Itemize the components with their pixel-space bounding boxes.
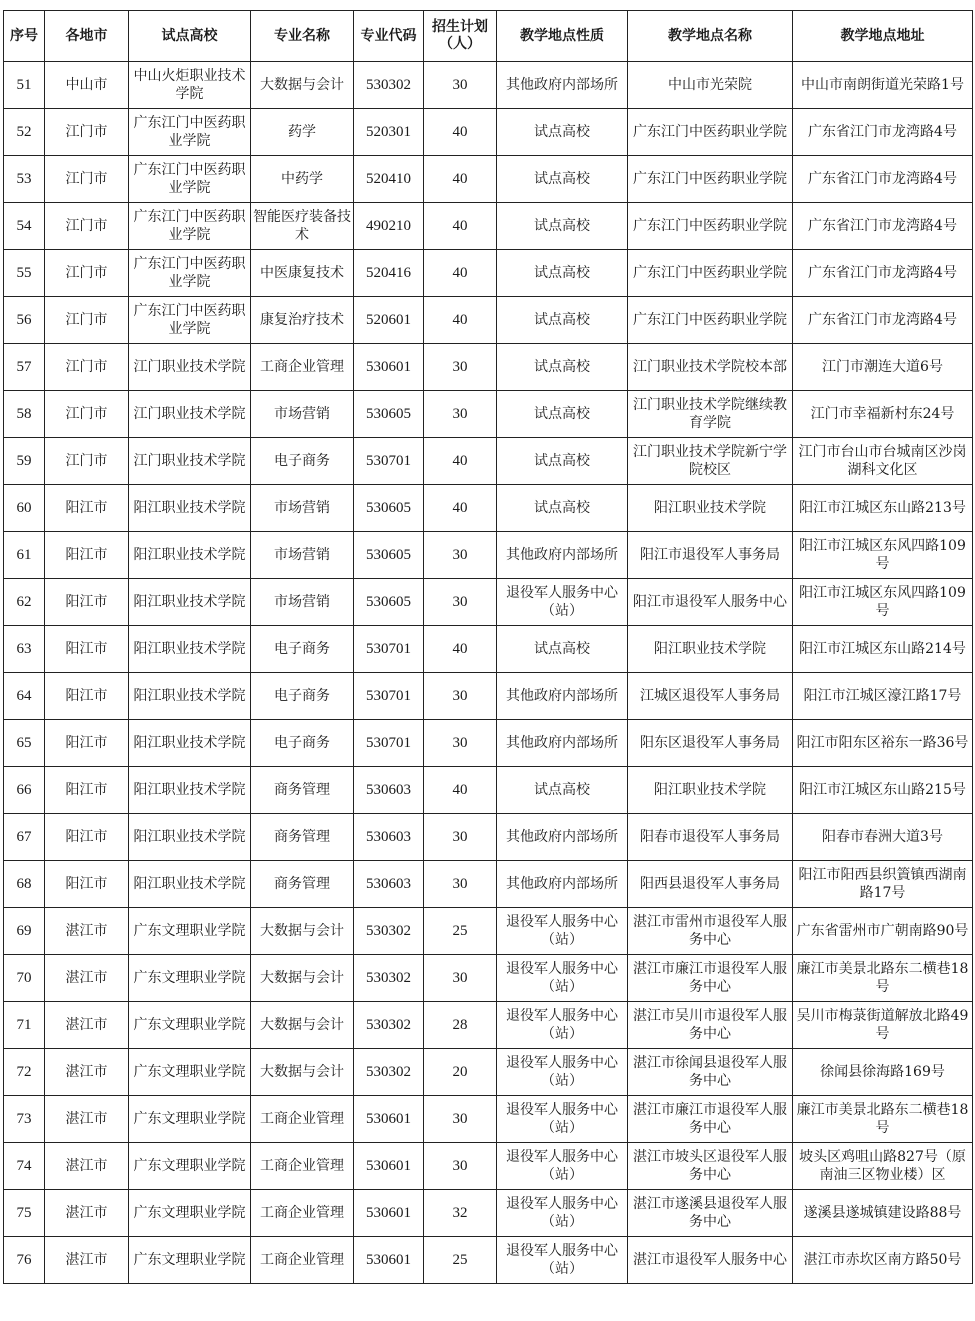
major-cell: 工商企业管理	[251, 1096, 354, 1143]
site-address-cell: 湛江市赤坎区南方路50号	[793, 1237, 973, 1284]
school-cell: 阳江职业技术学院	[129, 767, 251, 814]
table-row	[4, 767, 973, 814]
major-cell: 中药学	[251, 156, 354, 203]
site-type-cell: 试点高校	[497, 391, 628, 438]
site-address-cell: 阳江市阳西县织篢镇西湖南路17号	[793, 861, 973, 908]
site-name-cell: 湛江市吴川市退役军人服务中心	[628, 1002, 793, 1049]
school-cell: 中山火炬职业技术学院	[129, 62, 251, 109]
site-name-cell: 阳江市退役军人事务局	[628, 532, 793, 579]
site-name-cell: 阳江职业技术学院	[628, 626, 793, 673]
site-type-cell: 退役军人服务中心（站）	[497, 1143, 628, 1190]
site-name-cell: 湛江市遂溪县退役军人服务中心	[628, 1190, 793, 1237]
site-name-cell: 湛江市徐闻县退役军人服务中心	[628, 1049, 793, 1096]
seq-cell: 65	[4, 720, 45, 767]
city-cell: 江门市	[45, 344, 129, 391]
site-name-cell: 广东江门中医药职业学院	[628, 297, 793, 344]
table-row	[4, 1237, 973, 1284]
city-cell: 湛江市	[45, 1237, 129, 1284]
code-header: 专业代码	[354, 11, 424, 62]
site-type-cell: 试点高校	[497, 438, 628, 485]
seq-cell: 58	[4, 391, 45, 438]
school-cell: 广东文理职业学院	[129, 908, 251, 955]
plan-cell: 40	[424, 626, 497, 673]
major-cell: 工商企业管理	[251, 344, 354, 391]
site-address-cell: 遂溪县遂城镇建设路88号	[793, 1190, 973, 1237]
school-cell: 广东江门中医药职业学院	[129, 203, 251, 250]
site-type-cell: 试点高校	[497, 109, 628, 156]
table-row	[4, 485, 973, 532]
site-address-cell: 广东省江门市龙湾路4号	[793, 297, 973, 344]
table-row	[4, 532, 973, 579]
code-cell: 530601	[354, 1096, 424, 1143]
seq-cell: 54	[4, 203, 45, 250]
table-row	[4, 720, 973, 767]
site-address-cell: 江门市潮连大道6号	[793, 344, 973, 391]
seq-header: 序号	[4, 11, 45, 62]
plan-cell: 30	[424, 62, 497, 109]
seq-cell: 51	[4, 62, 45, 109]
city-cell: 湛江市	[45, 955, 129, 1002]
site-address-cell: 广东省江门市龙湾路4号	[793, 203, 973, 250]
city-cell: 湛江市	[45, 1049, 129, 1096]
site-type-cell: 试点高校	[497, 626, 628, 673]
city-cell: 阳江市	[45, 626, 129, 673]
site-address-header: 教学地点地址	[793, 11, 973, 62]
plan-cell: 40	[424, 203, 497, 250]
site-address-cell: 阳江市江城区东风四路109号	[793, 579, 973, 626]
city-cell: 阳江市	[45, 861, 129, 908]
document-page	[3, 10, 972, 1284]
plan-cell: 40	[424, 109, 497, 156]
site-address-cell: 徐闻县徐海路169号	[793, 1049, 973, 1096]
city-cell: 江门市	[45, 156, 129, 203]
site-name-cell: 湛江市坡头区退役军人服务中心	[628, 1143, 793, 1190]
school-cell: 广东文理职业学院	[129, 1096, 251, 1143]
major-cell: 电子商务	[251, 438, 354, 485]
plan-cell: 30	[424, 955, 497, 1002]
site-name-cell: 广东江门中医药职业学院	[628, 203, 793, 250]
code-cell: 520301	[354, 109, 424, 156]
school-cell: 广东文理职业学院	[129, 1002, 251, 1049]
major-cell: 电子商务	[251, 673, 354, 720]
major-cell: 工商企业管理	[251, 1143, 354, 1190]
seq-cell: 74	[4, 1143, 45, 1190]
major-cell: 中医康复技术	[251, 250, 354, 297]
seq-cell: 63	[4, 626, 45, 673]
code-cell: 530302	[354, 955, 424, 1002]
site-name-cell: 湛江市雷州市退役军人服务中心	[628, 908, 793, 955]
plan-cell: 40	[424, 156, 497, 203]
site-name-cell: 江门职业技术学院新宁学院校区	[628, 438, 793, 485]
plan-cell: 30	[424, 344, 497, 391]
city-cell: 阳江市	[45, 673, 129, 720]
seq-cell: 70	[4, 955, 45, 1002]
header-row	[4, 11, 973, 62]
seq-cell: 59	[4, 438, 45, 485]
code-cell: 530603	[354, 767, 424, 814]
site-address-cell: 廉江市美景北路东二横巷18号	[793, 955, 973, 1002]
code-cell: 530302	[354, 1049, 424, 1096]
site-type-cell: 退役军人服务中心（站）	[497, 1096, 628, 1143]
major-cell: 商务管理	[251, 861, 354, 908]
plan-cell: 20	[424, 1049, 497, 1096]
code-cell: 530601	[354, 1143, 424, 1190]
plan-cell: 30	[424, 532, 497, 579]
school-cell: 广东江门中医药职业学院	[129, 109, 251, 156]
city-cell: 湛江市	[45, 1190, 129, 1237]
school-cell: 江门职业技术学院	[129, 344, 251, 391]
school-cell: 广东江门中医药职业学院	[129, 156, 251, 203]
site-name-cell: 江门职业技术学院校本部	[628, 344, 793, 391]
major-cell: 大数据与会计	[251, 62, 354, 109]
school-cell: 广东文理职业学院	[129, 1190, 251, 1237]
code-cell: 530601	[354, 1237, 424, 1284]
code-cell: 490210	[354, 203, 424, 250]
major-cell: 市场营销	[251, 579, 354, 626]
site-type-cell: 退役军人服务中心（站）	[497, 1002, 628, 1049]
major-cell: 市场营销	[251, 532, 354, 579]
site-address-cell: 广东省江门市龙湾路4号	[793, 109, 973, 156]
plan-cell: 30	[424, 579, 497, 626]
plan-cell: 32	[424, 1190, 497, 1237]
city-cell: 阳江市	[45, 532, 129, 579]
site-type-cell: 试点高校	[497, 156, 628, 203]
table-row	[4, 626, 973, 673]
site-address-cell: 广东省江门市龙湾路4号	[793, 250, 973, 297]
table-row	[4, 1190, 973, 1237]
site-name-cell: 湛江市廉江市退役军人服务中心	[628, 955, 793, 1002]
major-cell: 大数据与会计	[251, 908, 354, 955]
city-cell: 中山市	[45, 62, 129, 109]
seq-cell: 55	[4, 250, 45, 297]
seq-cell: 57	[4, 344, 45, 391]
code-cell: 530605	[354, 391, 424, 438]
table-row	[4, 109, 973, 156]
table-row	[4, 1096, 973, 1143]
site-type-cell: 退役军人服务中心（站）	[497, 955, 628, 1002]
major-cell: 工商企业管理	[251, 1190, 354, 1237]
site-address-cell: 阳江市阳东区裕东一路36号	[793, 720, 973, 767]
site-type-cell: 退役军人服务中心（站）	[497, 1049, 628, 1096]
plan-cell: 28	[424, 1002, 497, 1049]
city-cell: 江门市	[45, 109, 129, 156]
site-name-cell: 阳春市退役军人事务局	[628, 814, 793, 861]
major-cell: 康复治疗技术	[251, 297, 354, 344]
code-cell: 530701	[354, 673, 424, 720]
school-cell: 阳江职业技术学院	[129, 626, 251, 673]
site-type-header: 教学地点性质	[497, 11, 628, 62]
table-row	[4, 673, 973, 720]
site-address-cell: 廉江市美景北路东二横巷18号	[793, 1096, 973, 1143]
code-cell: 530701	[354, 438, 424, 485]
major-cell: 大数据与会计	[251, 955, 354, 1002]
code-cell: 530701	[354, 720, 424, 767]
major-cell: 商务管理	[251, 814, 354, 861]
code-cell: 530605	[354, 485, 424, 532]
school-cell: 阳江职业技术学院	[129, 579, 251, 626]
table-row	[4, 579, 973, 626]
table-row	[4, 344, 973, 391]
plan-cell: 30	[424, 673, 497, 720]
code-cell: 520601	[354, 297, 424, 344]
seq-cell: 71	[4, 1002, 45, 1049]
site-type-cell: 退役军人服务中心（站）	[497, 1237, 628, 1284]
school-cell: 广东文理职业学院	[129, 1049, 251, 1096]
major-cell: 大数据与会计	[251, 1002, 354, 1049]
plan-header: 招生计划（人）	[424, 11, 497, 62]
site-name-cell: 阳东区退役军人事务局	[628, 720, 793, 767]
site-name-cell: 湛江市退役军人服务中心	[628, 1237, 793, 1284]
site-address-cell: 广东省江门市龙湾路4号	[793, 156, 973, 203]
table-row	[4, 1049, 973, 1096]
site-type-cell: 试点高校	[497, 344, 628, 391]
table-row	[4, 1143, 973, 1190]
code-cell: 520410	[354, 156, 424, 203]
site-type-cell: 其他政府内部场所	[497, 861, 628, 908]
site-name-cell: 广东江门中医药职业学院	[628, 109, 793, 156]
school-cell: 广东江门中医药职业学院	[129, 250, 251, 297]
site-name-cell: 湛江市廉江市退役军人服务中心	[628, 1096, 793, 1143]
site-name-cell: 江门职业技术学院继续教育学院	[628, 391, 793, 438]
site-type-cell: 其他政府内部场所	[497, 673, 628, 720]
site-name-cell: 江城区退役军人事务局	[628, 673, 793, 720]
plan-cell: 25	[424, 1237, 497, 1284]
city-cell: 湛江市	[45, 908, 129, 955]
school-cell: 阳江职业技术学院	[129, 720, 251, 767]
plan-cell: 40	[424, 250, 497, 297]
major-header: 专业名称	[251, 11, 354, 62]
seq-cell: 56	[4, 297, 45, 344]
school-cell: 广东文理职业学院	[129, 1237, 251, 1284]
site-name-cell: 广东江门中医药职业学院	[628, 156, 793, 203]
site-address-cell: 阳春市春洲大道3号	[793, 814, 973, 861]
table-row	[4, 908, 973, 955]
seq-cell: 52	[4, 109, 45, 156]
site-address-cell: 阳江市江城区濠江路17号	[793, 673, 973, 720]
table-row	[4, 250, 973, 297]
major-cell: 大数据与会计	[251, 1049, 354, 1096]
site-address-cell: 江门市幸福新村东24号	[793, 391, 973, 438]
table-row	[4, 297, 973, 344]
site-type-cell: 退役军人服务中心（站）	[497, 579, 628, 626]
plan-cell: 30	[424, 1143, 497, 1190]
school-cell: 阳江职业技术学院	[129, 814, 251, 861]
school-cell: 阳江职业技术学院	[129, 532, 251, 579]
code-cell: 530701	[354, 626, 424, 673]
seq-cell: 67	[4, 814, 45, 861]
code-cell: 530601	[354, 1190, 424, 1237]
seq-cell: 61	[4, 532, 45, 579]
table-row	[4, 203, 973, 250]
table-row	[4, 391, 973, 438]
table-row	[4, 156, 973, 203]
plan-cell: 30	[424, 391, 497, 438]
site-type-cell: 试点高校	[497, 297, 628, 344]
enrollment-table	[3, 10, 973, 1284]
site-address-cell: 阳江市江城区东山路214号	[793, 626, 973, 673]
school-cell: 阳江职业技术学院	[129, 673, 251, 720]
school-cell: 江门职业技术学院	[129, 391, 251, 438]
city-cell: 湛江市	[45, 1096, 129, 1143]
plan-cell: 30	[424, 1096, 497, 1143]
major-cell: 市场营销	[251, 485, 354, 532]
city-cell: 江门市	[45, 297, 129, 344]
seq-cell: 64	[4, 673, 45, 720]
site-name-cell: 阳西县退役军人事务局	[628, 861, 793, 908]
school-cell: 广东文理职业学院	[129, 1143, 251, 1190]
site-type-cell: 其他政府内部场所	[497, 62, 628, 109]
seq-cell: 60	[4, 485, 45, 532]
code-cell: 530605	[354, 532, 424, 579]
site-name-cell: 阳江市退役军人服务中心	[628, 579, 793, 626]
city-cell: 江门市	[45, 438, 129, 485]
site-type-cell: 退役军人服务中心（站）	[497, 908, 628, 955]
seq-cell: 69	[4, 908, 45, 955]
city-cell: 湛江市	[45, 1002, 129, 1049]
seq-cell: 53	[4, 156, 45, 203]
plan-cell: 40	[424, 297, 497, 344]
site-address-cell: 江门市台山市台城南区沙岗湖科文化区	[793, 438, 973, 485]
site-address-cell: 阳江市江城区东山路213号	[793, 485, 973, 532]
school-cell: 阳江职业技术学院	[129, 861, 251, 908]
city-cell: 阳江市	[45, 767, 129, 814]
site-name-cell: 阳江职业技术学院	[628, 767, 793, 814]
code-cell: 530302	[354, 62, 424, 109]
school-cell: 广东文理职业学院	[129, 955, 251, 1002]
table-row	[4, 62, 973, 109]
city-cell: 阳江市	[45, 485, 129, 532]
site-address-cell: 坡头区鸡咀山路827号（原南油三区物业楼）区	[793, 1143, 973, 1190]
code-cell: 530302	[354, 908, 424, 955]
seq-cell: 72	[4, 1049, 45, 1096]
site-name-cell: 广东江门中医药职业学院	[628, 250, 793, 297]
table-row	[4, 1002, 973, 1049]
table-header	[4, 11, 973, 62]
code-cell: 530603	[354, 814, 424, 861]
school-cell: 江门职业技术学院	[129, 438, 251, 485]
plan-cell: 40	[424, 485, 497, 532]
seq-cell: 75	[4, 1190, 45, 1237]
plan-cell: 25	[424, 908, 497, 955]
site-type-cell: 试点高校	[497, 767, 628, 814]
code-cell: 530603	[354, 861, 424, 908]
site-address-cell: 阳江市江城区东风四路109号	[793, 532, 973, 579]
major-cell: 市场营销	[251, 391, 354, 438]
seq-cell: 66	[4, 767, 45, 814]
city-header: 各地市	[45, 11, 129, 62]
major-cell: 电子商务	[251, 626, 354, 673]
site-address-cell: 广东省雷州市广朝南路90号	[793, 908, 973, 955]
school-cell: 广东江门中医药职业学院	[129, 297, 251, 344]
table-row	[4, 955, 973, 1002]
table-body	[4, 62, 973, 1284]
major-cell: 智能医疗装备技术	[251, 203, 354, 250]
code-cell: 530601	[354, 344, 424, 391]
site-type-cell: 退役军人服务中心（站）	[497, 1190, 628, 1237]
plan-cell: 30	[424, 720, 497, 767]
plan-cell: 30	[424, 814, 497, 861]
code-cell: 520416	[354, 250, 424, 297]
city-cell: 阳江市	[45, 579, 129, 626]
site-address-cell: 阳江市江城区东山路215号	[793, 767, 973, 814]
site-type-cell: 试点高校	[497, 203, 628, 250]
site-address-cell: 中山市南朗街道光荣路1号	[793, 62, 973, 109]
code-cell: 530605	[354, 579, 424, 626]
site-type-cell: 其他政府内部场所	[497, 814, 628, 861]
site-name-cell: 阳江职业技术学院	[628, 485, 793, 532]
seq-cell: 76	[4, 1237, 45, 1284]
site-type-cell: 其他政府内部场所	[497, 532, 628, 579]
plan-cell: 40	[424, 438, 497, 485]
site-address-cell: 吴川市梅菉街道解放北路49号	[793, 1002, 973, 1049]
seq-cell: 73	[4, 1096, 45, 1143]
table-row	[4, 861, 973, 908]
city-cell: 江门市	[45, 391, 129, 438]
major-cell: 商务管理	[251, 767, 354, 814]
table-row	[4, 438, 973, 485]
city-cell: 湛江市	[45, 1143, 129, 1190]
major-cell: 药学	[251, 109, 354, 156]
city-cell: 阳江市	[45, 720, 129, 767]
seq-cell: 62	[4, 579, 45, 626]
table-row	[4, 814, 973, 861]
site-type-cell: 其他政府内部场所	[497, 720, 628, 767]
site-type-cell: 试点高校	[497, 485, 628, 532]
city-cell: 江门市	[45, 250, 129, 297]
site-type-cell: 试点高校	[497, 250, 628, 297]
site-name-cell: 中山市光荣院	[628, 62, 793, 109]
code-cell: 530302	[354, 1002, 424, 1049]
major-cell: 工商企业管理	[251, 1237, 354, 1284]
plan-cell: 30	[424, 861, 497, 908]
major-cell: 电子商务	[251, 720, 354, 767]
school-header: 试点高校	[129, 11, 251, 62]
city-cell: 阳江市	[45, 814, 129, 861]
plan-cell: 40	[424, 767, 497, 814]
city-cell: 江门市	[45, 203, 129, 250]
school-cell: 阳江职业技术学院	[129, 485, 251, 532]
site-name-header: 教学地点名称	[628, 11, 793, 62]
seq-cell: 68	[4, 861, 45, 908]
